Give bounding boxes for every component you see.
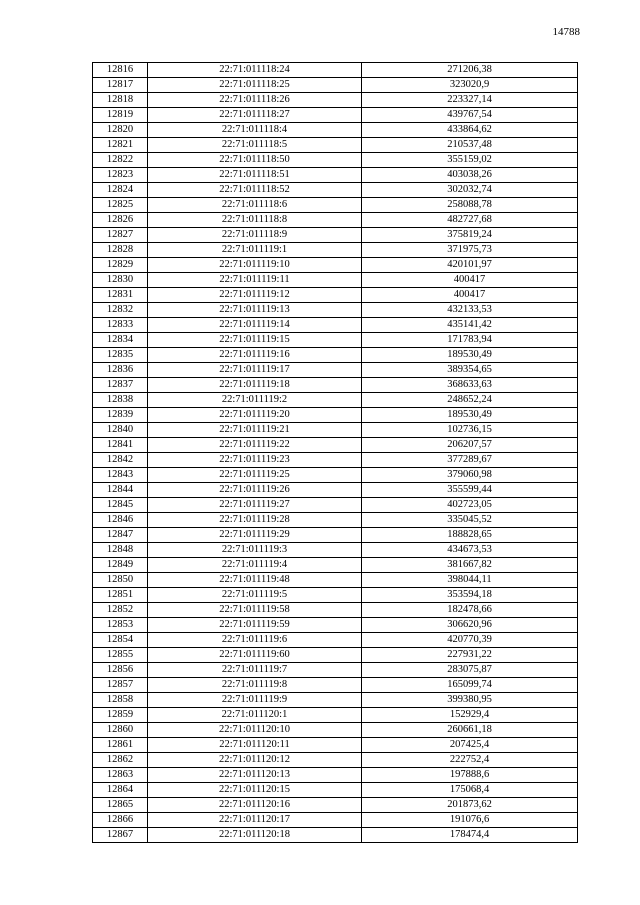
cadastral-number-cell: 22:71:011119:26 xyxy=(148,483,362,498)
table-row xyxy=(93,288,578,303)
row-number-cell: 12819 xyxy=(93,108,148,123)
value-cell: 210537,48 xyxy=(362,138,578,153)
value-cell: 197888,6 xyxy=(362,768,578,783)
cadastral-number-cell: 22:71:011119:7 xyxy=(148,663,362,678)
value-cell: 271206,38 xyxy=(362,63,578,78)
cadastral-number-cell: 22:71:011118:52 xyxy=(148,183,362,198)
row-number-cell: 12820 xyxy=(93,123,148,138)
cadastral-number-cell: 22:71:011119:18 xyxy=(148,378,362,393)
value-cell: 152929,4 xyxy=(362,708,578,723)
cadastral-number-cell: 22:71:011118:9 xyxy=(148,228,362,243)
table-row xyxy=(93,678,578,693)
value-cell: 371975,73 xyxy=(362,243,578,258)
registry-table-body xyxy=(93,63,578,843)
row-number-cell: 12858 xyxy=(93,693,148,708)
row-number-cell: 12859 xyxy=(93,708,148,723)
row-number-cell: 12854 xyxy=(93,633,148,648)
value-cell: 439767,54 xyxy=(362,108,578,123)
value-cell: 258088,78 xyxy=(362,198,578,213)
row-number-cell: 12818 xyxy=(93,93,148,108)
row-number-cell: 12832 xyxy=(93,303,148,318)
table-row xyxy=(93,108,578,123)
value-cell: 306620,96 xyxy=(362,618,578,633)
value-cell: 402723,05 xyxy=(362,498,578,513)
value-cell: 102736,15 xyxy=(362,423,578,438)
cadastral-number-cell: 22:71:011119:5 xyxy=(148,588,362,603)
cadastral-number-cell: 22:71:011118:25 xyxy=(148,78,362,93)
value-cell: 182478,66 xyxy=(362,603,578,618)
page-number: 14788 xyxy=(552,26,580,38)
table-row xyxy=(93,168,578,183)
cadastral-number-cell: 22:71:011120:18 xyxy=(148,828,362,843)
cadastral-number-cell: 22:71:011119:10 xyxy=(148,258,362,273)
table-row xyxy=(93,708,578,723)
cadastral-number-cell: 22:71:011120:13 xyxy=(148,768,362,783)
row-number-cell: 12866 xyxy=(93,813,148,828)
table-row xyxy=(93,753,578,768)
row-number-cell: 12844 xyxy=(93,483,148,498)
cadastral-number-cell: 22:71:011119:21 xyxy=(148,423,362,438)
row-number-cell: 12864 xyxy=(93,783,148,798)
row-number-cell: 12823 xyxy=(93,168,148,183)
table-row xyxy=(93,648,578,663)
cadastral-number-cell: 22:71:011119:13 xyxy=(148,303,362,318)
cadastral-number-cell: 22:71:011119:20 xyxy=(148,408,362,423)
table-row xyxy=(93,813,578,828)
cadastral-number-cell: 22:71:011118:8 xyxy=(148,213,362,228)
row-number-cell: 12835 xyxy=(93,348,148,363)
cadastral-number-cell: 22:71:011119:4 xyxy=(148,558,362,573)
table-row xyxy=(93,783,578,798)
row-number-cell: 12851 xyxy=(93,588,148,603)
table-row xyxy=(93,213,578,228)
cadastral-number-cell: 22:71:011120:12 xyxy=(148,753,362,768)
cadastral-number-cell: 22:71:011120:11 xyxy=(148,738,362,753)
cadastral-number-cell: 22:71:011118:51 xyxy=(148,168,362,183)
cadastral-number-cell: 22:71:011119:17 xyxy=(148,363,362,378)
row-number-cell: 12867 xyxy=(93,828,148,843)
value-cell: 399380,95 xyxy=(362,693,578,708)
registry-table xyxy=(92,62,578,843)
cadastral-number-cell: 22:71:011119:22 xyxy=(148,438,362,453)
row-number-cell: 12856 xyxy=(93,663,148,678)
value-cell: 207425,4 xyxy=(362,738,578,753)
row-number-cell: 12848 xyxy=(93,543,148,558)
row-number-cell: 12824 xyxy=(93,183,148,198)
table-row xyxy=(93,468,578,483)
table-row xyxy=(93,318,578,333)
value-cell: 178474,4 xyxy=(362,828,578,843)
cadastral-number-cell: 22:71:011119:6 xyxy=(148,633,362,648)
value-cell: 335045,52 xyxy=(362,513,578,528)
cadastral-number-cell: 22:71:011120:10 xyxy=(148,723,362,738)
value-cell: 400417 xyxy=(362,288,578,303)
row-number-cell: 12836 xyxy=(93,363,148,378)
row-number-cell: 12817 xyxy=(93,78,148,93)
row-number-cell: 12841 xyxy=(93,438,148,453)
table-row xyxy=(93,408,578,423)
row-number-cell: 12862 xyxy=(93,753,148,768)
value-cell: 353594,18 xyxy=(362,588,578,603)
cadastral-number-cell: 22:71:011119:23 xyxy=(148,453,362,468)
value-cell: 175068,4 xyxy=(362,783,578,798)
value-cell: 222752,4 xyxy=(362,753,578,768)
row-number-cell: 12838 xyxy=(93,393,148,408)
cadastral-number-cell: 22:71:011119:9 xyxy=(148,693,362,708)
cadastral-number-cell: 22:71:011119:15 xyxy=(148,333,362,348)
row-number-cell: 12834 xyxy=(93,333,148,348)
cadastral-number-cell: 22:71:011118:26 xyxy=(148,93,362,108)
value-cell: 433864,62 xyxy=(362,123,578,138)
value-cell: 420101,97 xyxy=(362,258,578,273)
value-cell: 432133,53 xyxy=(362,303,578,318)
row-number-cell: 12827 xyxy=(93,228,148,243)
table-row xyxy=(93,93,578,108)
value-cell: 368633,63 xyxy=(362,378,578,393)
table-row xyxy=(93,573,578,588)
table-row xyxy=(93,633,578,648)
table-row xyxy=(93,228,578,243)
row-number-cell: 12840 xyxy=(93,423,148,438)
table-row xyxy=(93,738,578,753)
table-row xyxy=(93,618,578,633)
cadastral-number-cell: 22:71:011119:8 xyxy=(148,678,362,693)
value-cell: 482727,68 xyxy=(362,213,578,228)
table-row xyxy=(93,828,578,843)
table-row xyxy=(93,258,578,273)
cadastral-number-cell: 22:71:011119:28 xyxy=(148,513,362,528)
cadastral-number-cell: 22:71:011120:1 xyxy=(148,708,362,723)
table-row xyxy=(93,423,578,438)
cadastral-number-cell: 22:71:011120:15 xyxy=(148,783,362,798)
table-row xyxy=(93,693,578,708)
value-cell: 188828,65 xyxy=(362,528,578,543)
table-row xyxy=(93,528,578,543)
row-number-cell: 12860 xyxy=(93,723,148,738)
value-cell: 375819,24 xyxy=(362,228,578,243)
cadastral-number-cell: 22:71:011119:1 xyxy=(148,243,362,258)
table-row xyxy=(93,768,578,783)
table-row xyxy=(93,303,578,318)
value-cell: 389354,65 xyxy=(362,363,578,378)
row-number-cell: 12830 xyxy=(93,273,148,288)
cadastral-number-cell: 22:71:011119:3 xyxy=(148,543,362,558)
cadastral-number-cell: 22:71:011118:4 xyxy=(148,123,362,138)
row-number-cell: 12853 xyxy=(93,618,148,633)
table-row xyxy=(93,438,578,453)
value-cell: 355599,44 xyxy=(362,483,578,498)
value-cell: 355159,02 xyxy=(362,153,578,168)
cadastral-number-cell: 22:71:011119:60 xyxy=(148,648,362,663)
value-cell: 206207,57 xyxy=(362,438,578,453)
table-row xyxy=(93,243,578,258)
table-row xyxy=(93,498,578,513)
cadastral-number-cell: 22:71:011119:12 xyxy=(148,288,362,303)
value-cell: 434673,53 xyxy=(362,543,578,558)
row-number-cell: 12863 xyxy=(93,768,148,783)
cadastral-number-cell: 22:71:011119:14 xyxy=(148,318,362,333)
row-number-cell: 12822 xyxy=(93,153,148,168)
row-number-cell: 12837 xyxy=(93,378,148,393)
value-cell: 165099,74 xyxy=(362,678,578,693)
value-cell: 379060,98 xyxy=(362,468,578,483)
cadastral-number-cell: 22:71:011119:2 xyxy=(148,393,362,408)
table-row xyxy=(93,558,578,573)
value-cell: 420770,39 xyxy=(362,633,578,648)
cadastral-number-cell: 22:71:011119:29 xyxy=(148,528,362,543)
table-row xyxy=(93,453,578,468)
table-row xyxy=(93,588,578,603)
value-cell: 248652,24 xyxy=(362,393,578,408)
table-row xyxy=(93,723,578,738)
value-cell: 171783,94 xyxy=(362,333,578,348)
row-number-cell: 12821 xyxy=(93,138,148,153)
value-cell: 400417 xyxy=(362,273,578,288)
table-row xyxy=(93,393,578,408)
table-row xyxy=(93,798,578,813)
row-number-cell: 12829 xyxy=(93,258,148,273)
table-row xyxy=(93,198,578,213)
row-number-cell: 12839 xyxy=(93,408,148,423)
cadastral-number-cell: 22:71:011120:16 xyxy=(148,798,362,813)
value-cell: 398044,11 xyxy=(362,573,578,588)
table-row xyxy=(93,333,578,348)
row-number-cell: 12825 xyxy=(93,198,148,213)
table-row xyxy=(93,363,578,378)
row-number-cell: 12852 xyxy=(93,603,148,618)
cadastral-number-cell: 22:71:011119:58 xyxy=(148,603,362,618)
row-number-cell: 12847 xyxy=(93,528,148,543)
value-cell: 191076,6 xyxy=(362,813,578,828)
row-number-cell: 12846 xyxy=(93,513,148,528)
table-row xyxy=(93,483,578,498)
value-cell: 223327,14 xyxy=(362,93,578,108)
table-row xyxy=(93,138,578,153)
cadastral-number-cell: 22:71:011118:27 xyxy=(148,108,362,123)
table-row xyxy=(93,603,578,618)
row-number-cell: 12826 xyxy=(93,213,148,228)
table-row xyxy=(93,513,578,528)
value-cell: 323020,9 xyxy=(362,78,578,93)
row-number-cell: 12842 xyxy=(93,453,148,468)
row-number-cell: 12850 xyxy=(93,573,148,588)
cadastral-number-cell: 22:71:011118:50 xyxy=(148,153,362,168)
cadastral-number-cell: 22:71:011118:6 xyxy=(148,198,362,213)
cadastral-number-cell: 22:71:011119:25 xyxy=(148,468,362,483)
row-number-cell: 12833 xyxy=(93,318,148,333)
table-row xyxy=(93,348,578,363)
row-number-cell: 12861 xyxy=(93,738,148,753)
table-row xyxy=(93,378,578,393)
value-cell: 189530,49 xyxy=(362,348,578,363)
cadastral-number-cell: 22:71:011118:24 xyxy=(148,63,362,78)
row-number-cell: 12857 xyxy=(93,678,148,693)
value-cell: 227931,22 xyxy=(362,648,578,663)
row-number-cell: 12828 xyxy=(93,243,148,258)
cadastral-number-cell: 22:71:011118:5 xyxy=(148,138,362,153)
row-number-cell: 12831 xyxy=(93,288,148,303)
table-row xyxy=(93,63,578,78)
table-row xyxy=(93,663,578,678)
row-number-cell: 12845 xyxy=(93,498,148,513)
value-cell: 302032,74 xyxy=(362,183,578,198)
cadastral-number-cell: 22:71:011119:16 xyxy=(148,348,362,363)
value-cell: 283075,87 xyxy=(362,663,578,678)
value-cell: 377289,67 xyxy=(362,453,578,468)
row-number-cell: 12843 xyxy=(93,468,148,483)
cadastral-number-cell: 22:71:011119:11 xyxy=(148,273,362,288)
table-row xyxy=(93,543,578,558)
value-cell: 260661,18 xyxy=(362,723,578,738)
table-row xyxy=(93,183,578,198)
table-row xyxy=(93,78,578,93)
cadastral-number-cell: 22:71:011119:27 xyxy=(148,498,362,513)
row-number-cell: 12865 xyxy=(93,798,148,813)
table-row xyxy=(93,123,578,138)
row-number-cell: 12849 xyxy=(93,558,148,573)
table-row xyxy=(93,273,578,288)
value-cell: 189530,49 xyxy=(362,408,578,423)
row-number-cell: 12816 xyxy=(93,63,148,78)
value-cell: 435141,42 xyxy=(362,318,578,333)
value-cell: 403038,26 xyxy=(362,168,578,183)
cadastral-number-cell: 22:71:011119:59 xyxy=(148,618,362,633)
table-row xyxy=(93,153,578,168)
cadastral-number-cell: 22:71:011119:48 xyxy=(148,573,362,588)
value-cell: 201873,62 xyxy=(362,798,578,813)
cadastral-number-cell: 22:71:011120:17 xyxy=(148,813,362,828)
row-number-cell: 12855 xyxy=(93,648,148,663)
value-cell: 381667,82 xyxy=(362,558,578,573)
